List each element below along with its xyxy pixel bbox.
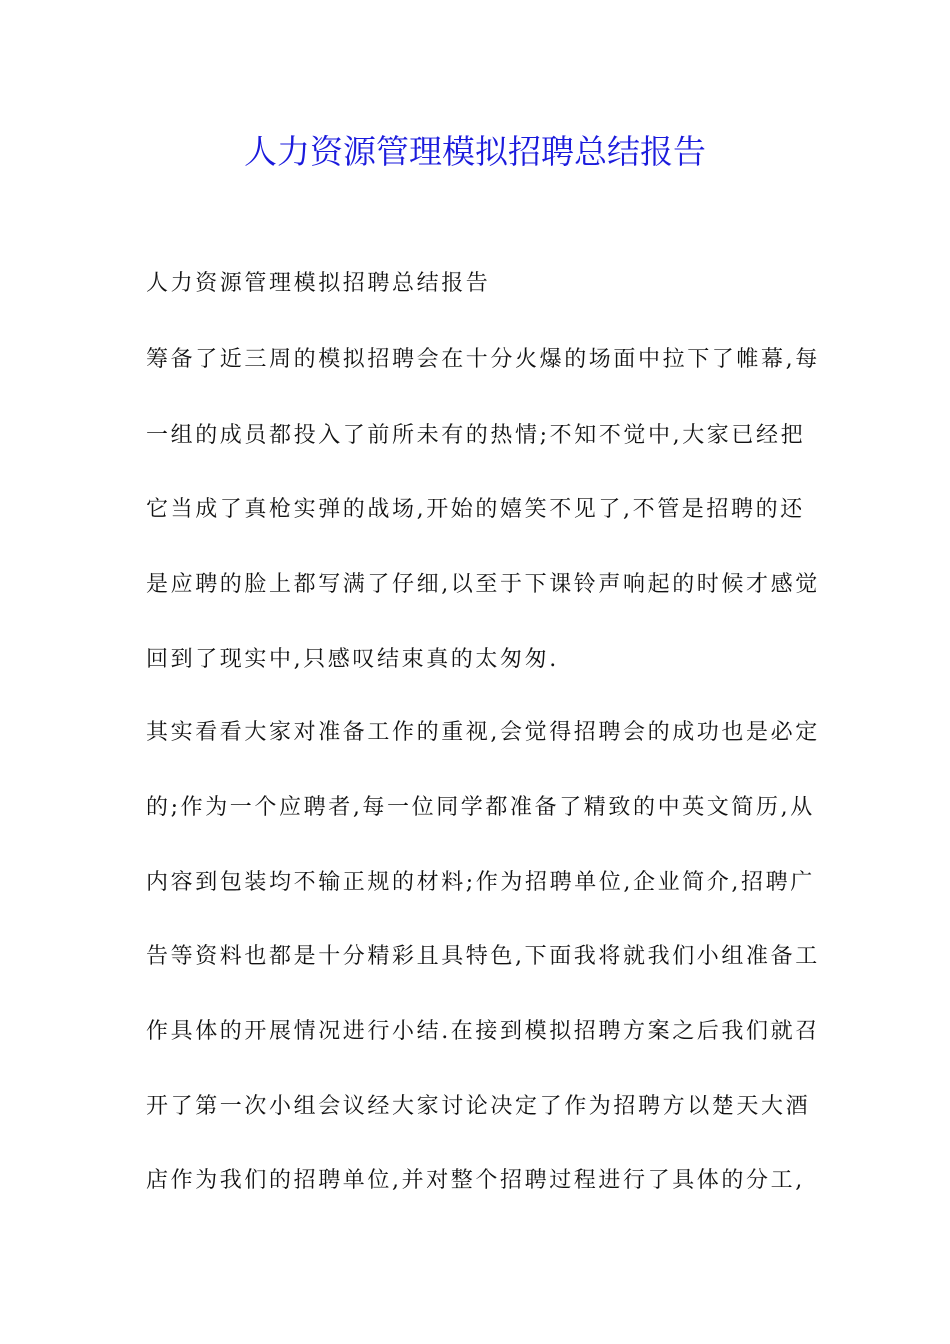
paragraph-2-line-4: 告等资料也都是十分精彩且具特色,下面我将就我们小组准备工 (146, 944, 820, 969)
paragraph-1-line-2: 一组的成员都投入了前所未有的热情;不知不觉中,大家已经把 (146, 423, 806, 448)
paragraph-2-line-1: 其实看看大家对准备工作的重视,会觉得招聘会的成功也是必定 (146, 720, 820, 745)
document-title: 人力资源管理模拟招聘总结报告 (244, 132, 706, 171)
paragraph-1-line-3: 它当成了真枪实弹的战场,开始的嬉笑不见了,不管是招聘的还 (146, 497, 805, 522)
document-subtitle: 人力资源管理模拟招聘总结报告 (146, 271, 491, 296)
paragraph-2-line-5: 作具体的开展情况进行小结.在接到模拟招聘方案之后我们就召 (146, 1019, 820, 1044)
paragraph-1-line-5: 回到了现实中,只感叹结束真的太匆匆. (146, 647, 559, 672)
paragraph-2-line-2: 的;作为一个应聘者,每一位同学都准备了精致的中英文简历,从 (146, 795, 815, 820)
paragraph-2-line-7: 店作为我们的招聘单位,并对整个招聘过程进行了具体的分工, (146, 1168, 805, 1193)
paragraph-1-line-4: 是应聘的脸上都写满了仔细,以至于下课铃声响起的时候才感觉 (146, 572, 820, 597)
paragraph-1-line-1: 筹备了近三周的模拟招聘会在十分火爆的场面中拉下了帷幕,每 (146, 347, 820, 372)
paragraph-2-line-3: 内容到包装均不输正规的材料;作为招聘单位,企业简介,招聘广 (146, 870, 815, 895)
paragraph-2-line-6: 开了第一次小组会议经大家讨论决定了作为招聘方以楚天大酒 (146, 1094, 811, 1119)
